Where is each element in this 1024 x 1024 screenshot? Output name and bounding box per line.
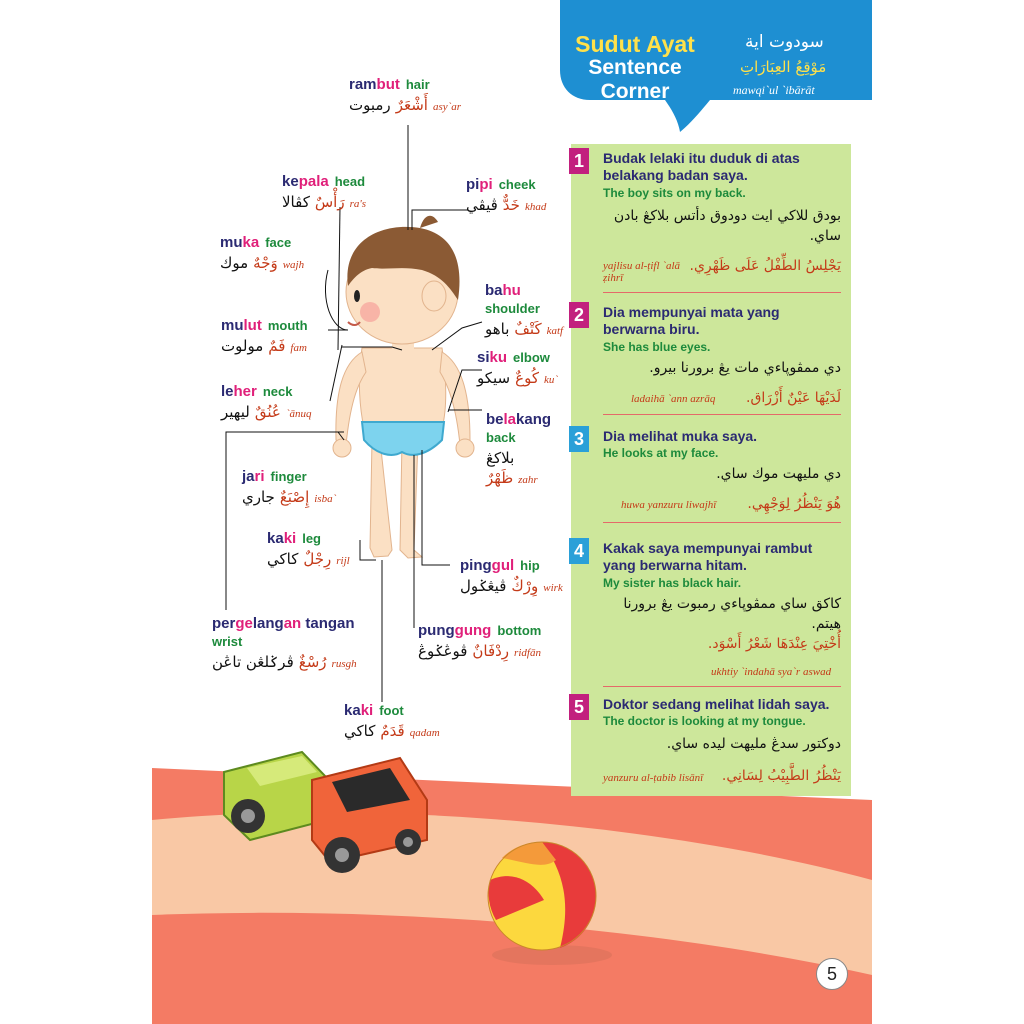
sentence-corner-header [550,0,872,135]
sentence-jawi: دي مليهت موك ساي. [716,466,841,482]
sentence-arabic: لَدَيْهَا عَيْنٌ أَزْرَاق. [746,390,841,406]
sentence-arabic: يَجْلِسُ الطِّفْلُ عَلَى ظَهْرِي. [689,258,841,274]
sentence-transliteration: ukhtiy `indahā sya`r aswad [711,666,832,678]
sentence-divider [603,292,841,293]
label-leher: leher neck ليهير عُنُقٌ `ānuq [221,383,312,421]
boy-illustration [333,216,474,558]
sentence-transliteration: yajlisu al-ṭifl `alā ẓihrī [603,260,680,284]
sentence-transliteration: huwa yanzuru liwajhī [621,499,717,511]
sentence-panel [571,144,851,796]
sentence-arabic: يَنْظُرُ الطَّبِيْبُ لِسَانِي. [721,768,841,784]
label-mulut: mulut mouth مولوت فَمٌ fam [221,317,308,355]
header-transliteration: mawqi`ul `ibārāt [733,83,815,97]
sentence-1 [571,148,851,296]
sentence-number: 5 [569,694,589,720]
label-pinggul: pinggul hip ڤيڠݢول وِرْكٌ wirk [460,557,563,595]
sentence-2 [571,302,851,412]
sentence-4 [571,538,851,688]
label-siku: siku elbow سيكو كُوعٌ ku` [477,349,559,387]
label-bahu: bahu shoulder باهو كَتْفٌ katf [485,282,564,338]
sentence-transliteration: ladaihā `ann azrāq [631,393,716,405]
header-jawi: سودوت اية [745,32,824,52]
sentence-malay: Budak lelaki itu duduk di atas belakang badan saya. [603,150,800,183]
sentence-transliteration: yanzuru al-ṭabib lisānī [603,772,704,784]
sentence-divider [603,686,841,687]
sentence-arabic: أُخْتِيَ عِنْدَهَا شَعْرُ أَسْوَد. [707,636,841,652]
sentence-english: She has blue eyes. [603,340,711,354]
page-sheet [152,0,872,1024]
sentence-malay: Doktor sedang melihat lidah saya. [603,696,830,712]
sentence-divider [603,522,841,523]
sentence-jawi: كاكق ساي ممڤوڽاءي رمبوت يڠ برورنا هيتم. [623,596,841,632]
sentence-malay: Dia melihat muka saya. [603,428,758,444]
sentence-english: He looks at my face. [603,446,719,460]
sentence-number: 4 [569,538,589,564]
sentence-english: The doctor is looking at my tongue. [603,714,806,728]
sentence-number: 2 [569,302,589,328]
label-kaki-foot: kaki foot كاكي قَدَمٌ qadam [344,702,440,740]
label-jari: jari finger جاري إِصْبَعٌ isba` [242,468,337,506]
sentence-3 [571,426,851,526]
label-pergelangan-tangan: pergelangan tangan wrist ڤرݢلڠن تاڠن رُسْغٌ rusgh [212,615,357,671]
sentence-jawi: بودق للاكي ايت دودوق دأتس بلاكڠ بادن ساي. [613,208,841,244]
sentence-arabic: هُوَ يَنْظُرُ لِوَجْهِي. [747,496,841,512]
sentence-number: 1 [569,148,589,174]
label-muka: muka face موك وَجْهٌ wajh [220,234,305,272]
label-kepala: kepala head كڤالا رَأْسٌ ra's [282,173,367,211]
sentence-english: My sister has black hair. [603,576,742,590]
label-kaki-leg: kaki leg كاكي رِجْلٌ rijl [267,530,350,568]
page-number: 5 [816,958,848,990]
sentence-english: The boy sits on my back. [603,186,746,200]
sentence-jawi: دوكتور سدڠ مليهت ليده ساي. [666,736,841,752]
sentence-jawi: دي ممڤوڽاءي مات يڠ برورنا بيرو. [649,360,841,376]
label-pipi: pipi cheek ڤيڤي خَدٌّ khad [466,176,547,214]
label-punggung: punggung bottom ڤوڠݢوڠ رِدْفَانٌ ridfān [418,622,542,660]
label-rambut: rambut hair رمبوت أَشْعَرٌ asy`ar [349,76,462,114]
label-belakang: belakang back بلاكڠ ظَهْرٌ zahr [486,411,552,487]
sentence-5 [571,694,851,794]
sentence-number: 3 [569,426,589,452]
sentence-divider [603,414,841,415]
sentence-malay: Kakak saya mempunyai rambut yang berwarna hitam. [603,540,813,573]
header-title: Sudut Ayat Sentence Corner [575,31,695,103]
header-arabic: مَوْقِعُ العِبَارَاتِ [740,58,827,76]
sentence-malay: Dia mempunyai mata yang berwarna biru. [603,304,780,337]
